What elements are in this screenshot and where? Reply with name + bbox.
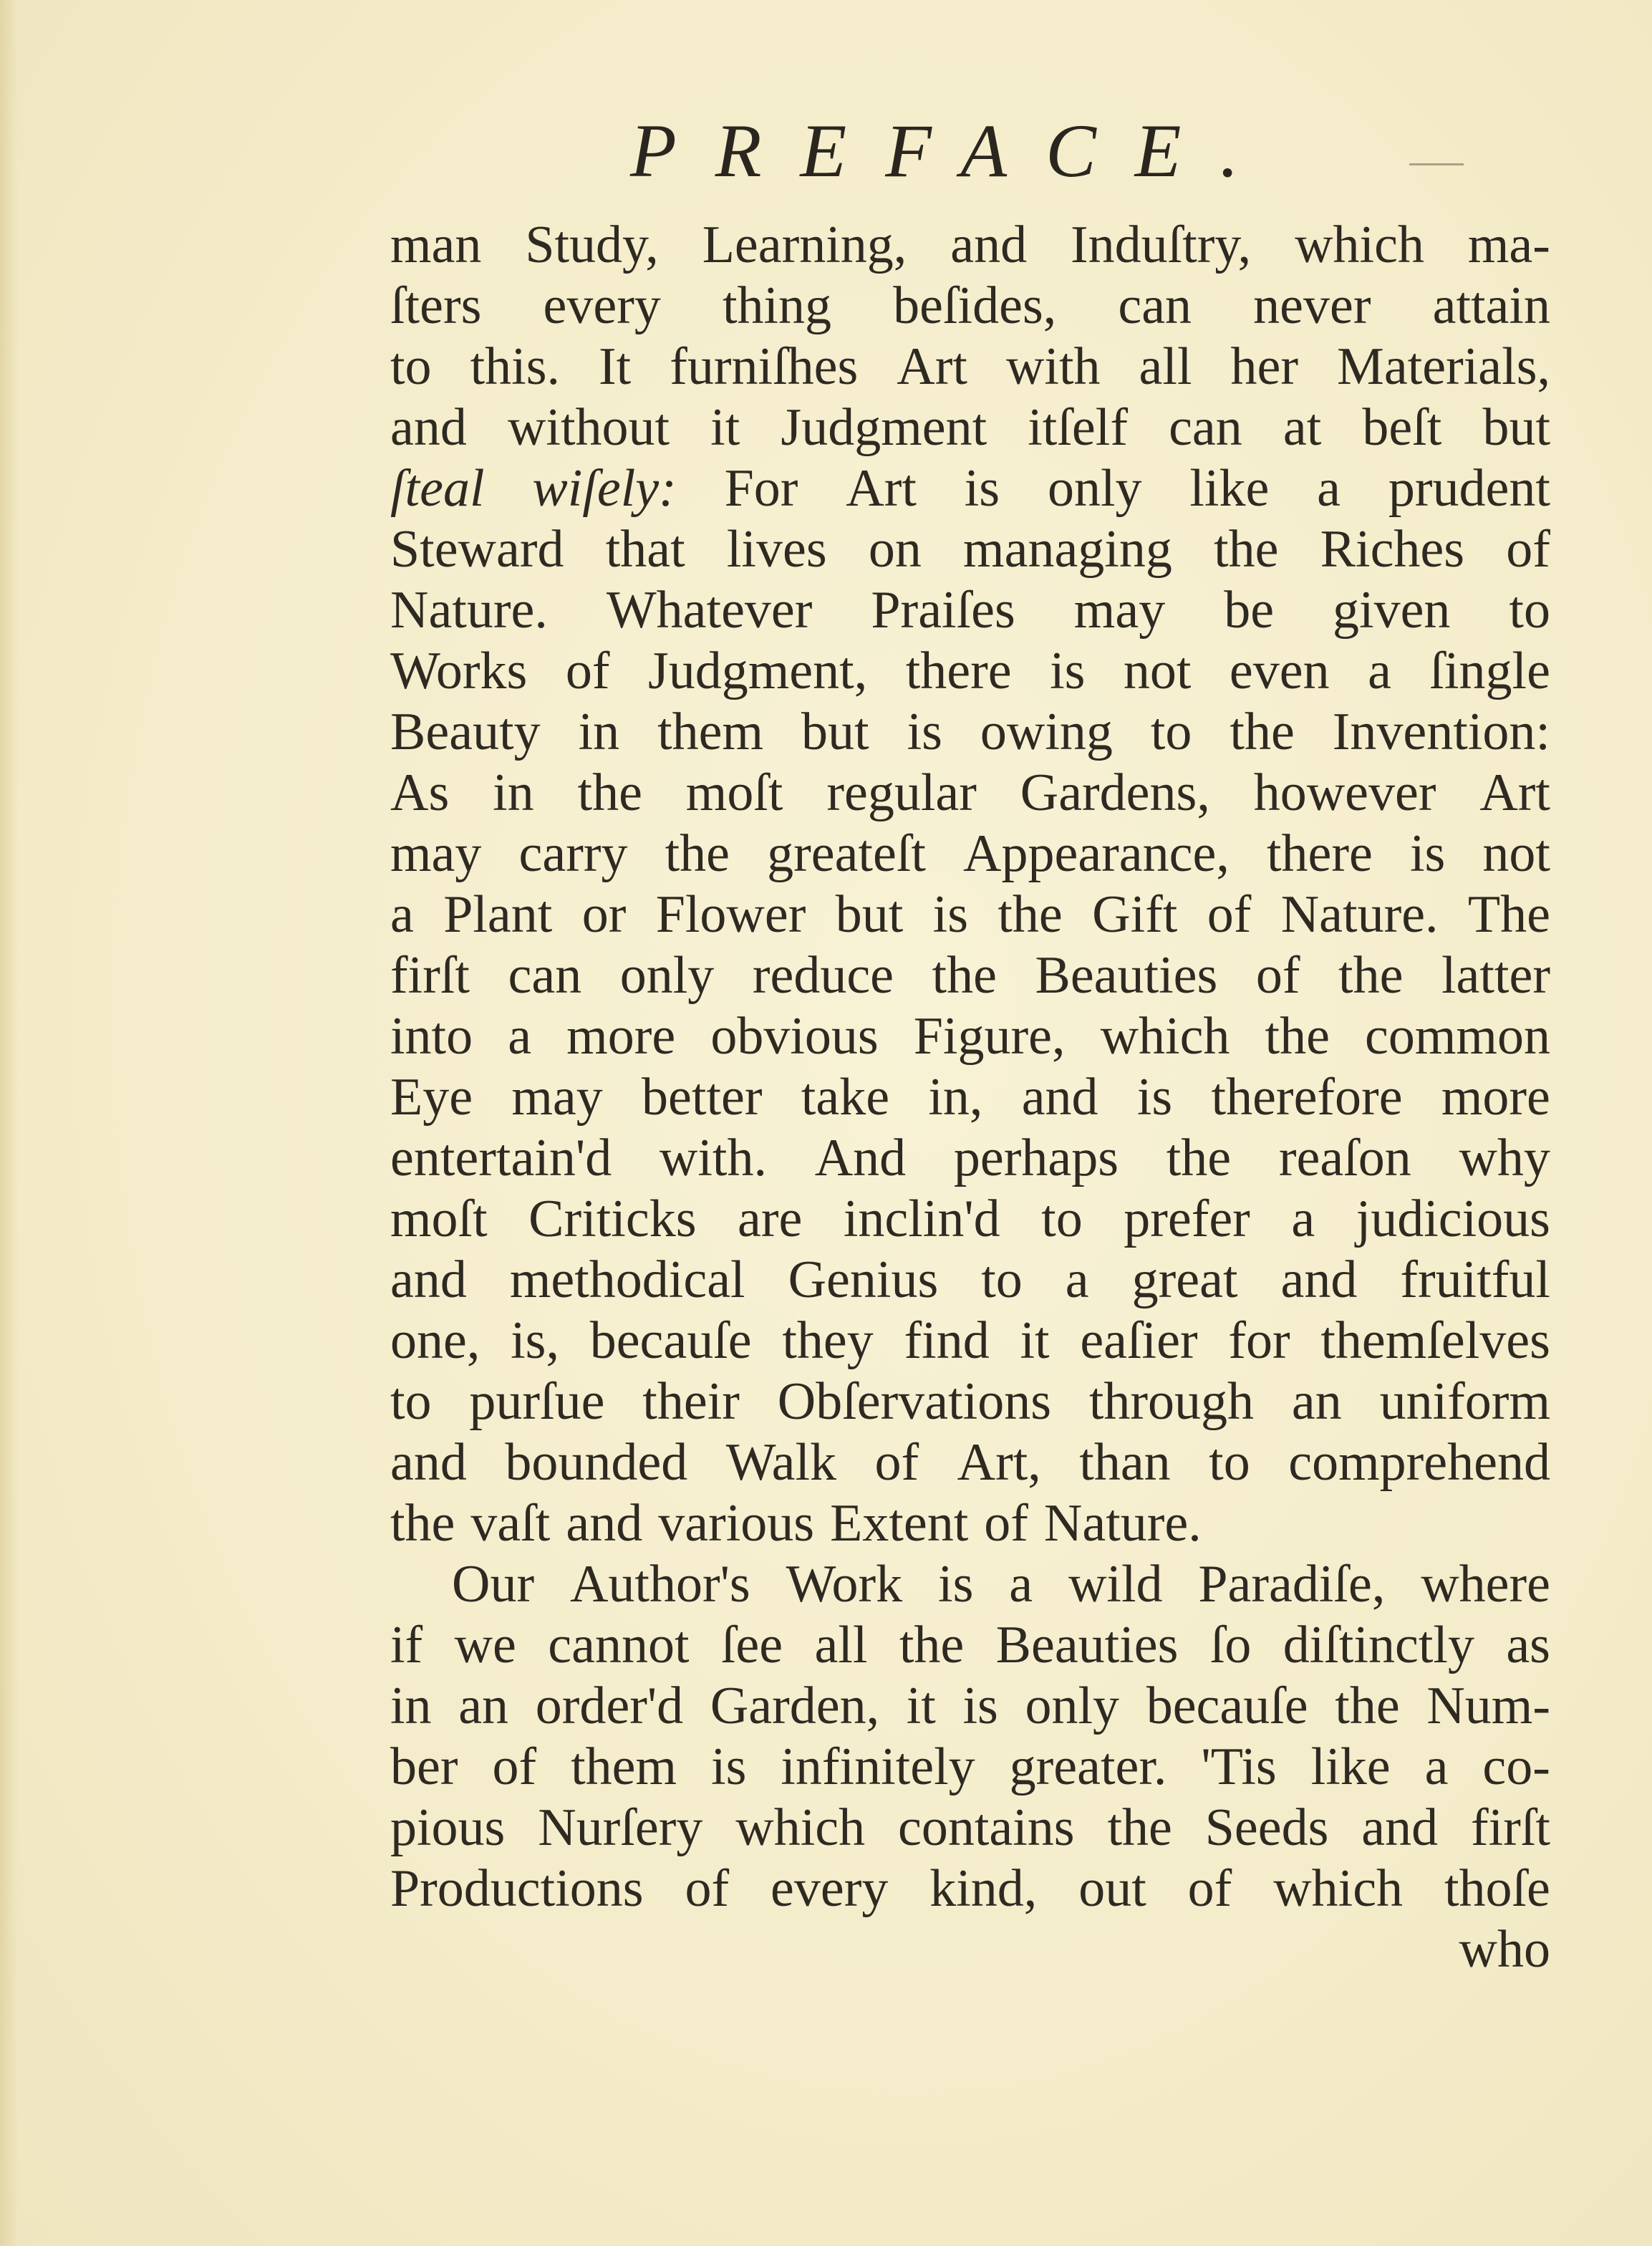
word: Nature. bbox=[1043, 1494, 1202, 1553]
word: a bbox=[1424, 1737, 1449, 1796]
word: Beauty bbox=[390, 703, 541, 761]
word: there bbox=[1266, 824, 1373, 883]
word: And bbox=[814, 1129, 907, 1187]
word: is bbox=[962, 1677, 998, 1735]
word: may bbox=[390, 824, 482, 883]
word: Appearance, bbox=[963, 824, 1230, 883]
word: Steward bbox=[390, 520, 564, 579]
word: given bbox=[1333, 581, 1451, 640]
word: diſtinctly bbox=[1283, 1616, 1474, 1674]
word: and bbox=[1280, 1250, 1358, 1309]
word: comprehend bbox=[1288, 1433, 1550, 1492]
word: Gift bbox=[1092, 885, 1178, 944]
paragraph-1 bbox=[390, 215, 1550, 1554]
word: purſue bbox=[469, 1372, 605, 1431]
word: a bbox=[1009, 1555, 1033, 1614]
word: Invention: bbox=[1332, 703, 1550, 761]
text-line bbox=[390, 1615, 1550, 1676]
text-line bbox=[390, 824, 1550, 885]
word: them bbox=[657, 703, 764, 761]
word: The bbox=[1467, 885, 1550, 944]
word: and bbox=[950, 216, 1028, 274]
word: of bbox=[874, 1433, 919, 1492]
word: various bbox=[658, 1494, 815, 1553]
text-line bbox=[390, 1250, 1550, 1311]
word: Work bbox=[786, 1555, 903, 1614]
word: pious bbox=[390, 1798, 506, 1857]
word: all bbox=[814, 1616, 868, 1674]
word: of bbox=[492, 1737, 537, 1796]
word: Extent bbox=[830, 1494, 969, 1553]
word: beſt bbox=[1362, 398, 1442, 457]
word: Figure, bbox=[913, 1007, 1066, 1066]
word: lives bbox=[726, 520, 827, 579]
word: are bbox=[737, 1190, 803, 1248]
word: it bbox=[710, 398, 740, 457]
text-line bbox=[390, 1493, 1550, 1554]
text-line bbox=[390, 1128, 1550, 1189]
word: the bbox=[1166, 1129, 1232, 1187]
word: her bbox=[1230, 337, 1299, 396]
word: moſt bbox=[685, 763, 783, 822]
word: to bbox=[1041, 1190, 1083, 1248]
word: more bbox=[1441, 1068, 1550, 1127]
word: Art, bbox=[957, 1433, 1041, 1492]
word: however bbox=[1253, 763, 1436, 822]
word: ber bbox=[390, 1737, 458, 1796]
word: ma- bbox=[1467, 216, 1550, 274]
word: it bbox=[1020, 1311, 1050, 1370]
word: Whatever bbox=[606, 581, 813, 640]
word: to bbox=[981, 1250, 1023, 1309]
text-line bbox=[390, 397, 1550, 458]
word: Nurſery bbox=[538, 1798, 703, 1857]
word: only bbox=[619, 946, 715, 1005]
word: As bbox=[390, 763, 450, 822]
word: methodical bbox=[509, 1250, 745, 1309]
text-line bbox=[390, 1311, 1550, 1372]
text-line bbox=[390, 1859, 1550, 1919]
word: greateſt bbox=[767, 824, 926, 883]
word: to bbox=[390, 1372, 432, 1431]
word: even bbox=[1229, 642, 1330, 700]
text-line bbox=[390, 945, 1550, 1006]
word: is bbox=[711, 1737, 747, 1796]
word: there bbox=[905, 642, 1012, 700]
word: the bbox=[932, 946, 997, 1005]
word: Garden, bbox=[710, 1677, 880, 1735]
word: is bbox=[1136, 1068, 1173, 1127]
word: of bbox=[1207, 885, 1252, 944]
word: Obſervations bbox=[777, 1372, 1051, 1431]
word: a bbox=[508, 1007, 532, 1066]
word: to bbox=[1150, 703, 1192, 761]
word: like bbox=[1189, 459, 1270, 518]
word: Learning, bbox=[702, 216, 907, 274]
word: or bbox=[581, 885, 627, 944]
word: becauſe bbox=[589, 1311, 752, 1370]
word: take bbox=[801, 1068, 890, 1127]
word: infinitely bbox=[781, 1737, 975, 1796]
word: Paradiſe, bbox=[1198, 1555, 1386, 1614]
text-line bbox=[390, 1067, 1550, 1128]
word: ſo bbox=[1209, 1616, 1252, 1674]
word: the bbox=[1265, 1007, 1330, 1066]
word: attain bbox=[1432, 276, 1550, 335]
word: never bbox=[1253, 276, 1371, 335]
word: the bbox=[1230, 703, 1295, 761]
word: ſee bbox=[720, 1616, 783, 1674]
word: firſt bbox=[1471, 1798, 1550, 1857]
word: which bbox=[1273, 1859, 1404, 1918]
text-line bbox=[390, 641, 1550, 702]
header-ornament-rule bbox=[1409, 163, 1464, 165]
word: Art bbox=[1479, 763, 1550, 822]
word: to bbox=[390, 337, 432, 396]
word: only bbox=[1047, 459, 1142, 518]
word: Art bbox=[846, 459, 917, 518]
word: vaſt bbox=[470, 1494, 551, 1553]
text-line bbox=[390, 1554, 1550, 1615]
word: like bbox=[1310, 1737, 1391, 1796]
body-text bbox=[390, 215, 1550, 1980]
word: kind, bbox=[929, 1859, 1038, 1918]
word: order'd bbox=[535, 1677, 684, 1735]
word: cannot bbox=[548, 1616, 690, 1674]
word: to bbox=[1509, 581, 1550, 640]
word: may bbox=[511, 1068, 603, 1127]
word: a bbox=[1317, 459, 1341, 518]
word: reaſon bbox=[1278, 1129, 1411, 1187]
word: Praiſes bbox=[871, 581, 1015, 640]
word: and bbox=[390, 1250, 467, 1309]
text-line bbox=[390, 1676, 1550, 1737]
word: wiſely: bbox=[532, 459, 677, 518]
word: owing bbox=[980, 703, 1113, 761]
word: Num- bbox=[1426, 1677, 1550, 1735]
word: Flower bbox=[655, 885, 806, 944]
word: in bbox=[390, 1677, 432, 1735]
word: Our bbox=[452, 1555, 535, 1614]
word: inclin'd bbox=[843, 1190, 1000, 1248]
word: furniſhes bbox=[670, 337, 859, 396]
word: For bbox=[724, 459, 798, 518]
word: may bbox=[1073, 581, 1166, 640]
text-line bbox=[390, 458, 1550, 519]
paragraph-2 bbox=[390, 1554, 1550, 1919]
text-line bbox=[390, 885, 1550, 945]
word: greater. bbox=[1009, 1737, 1167, 1796]
word: wild bbox=[1068, 1555, 1163, 1614]
word: uniform bbox=[1379, 1372, 1550, 1431]
word: the bbox=[1335, 1677, 1400, 1735]
catchword: who bbox=[1459, 1920, 1550, 1979]
word: it bbox=[906, 1677, 936, 1735]
word: only bbox=[1025, 1677, 1120, 1735]
word: of bbox=[1506, 520, 1550, 579]
word: It bbox=[599, 337, 632, 396]
word: of bbox=[1187, 1859, 1232, 1918]
word: at bbox=[1283, 398, 1322, 457]
word: thoſe bbox=[1444, 1859, 1550, 1918]
word: Beauties bbox=[995, 1616, 1179, 1674]
word: the bbox=[998, 885, 1063, 944]
word: the bbox=[899, 1616, 965, 1674]
word: themſelves bbox=[1320, 1311, 1550, 1370]
word: is bbox=[932, 885, 969, 944]
word: great bbox=[1131, 1250, 1238, 1309]
word: ſteal bbox=[390, 459, 485, 518]
word: to bbox=[1209, 1433, 1250, 1492]
text-line bbox=[390, 1372, 1550, 1432]
word: Seeds bbox=[1204, 1798, 1329, 1857]
word: they bbox=[782, 1311, 874, 1370]
word: itſelf bbox=[1028, 398, 1128, 457]
word: reduce bbox=[752, 946, 894, 1005]
word: all bbox=[1139, 337, 1192, 396]
word: than bbox=[1079, 1433, 1171, 1492]
text-line bbox=[390, 337, 1550, 397]
word: is bbox=[1050, 642, 1086, 700]
word: not bbox=[1482, 824, 1550, 883]
word: Gardens, bbox=[1020, 763, 1210, 822]
word: the bbox=[1214, 520, 1279, 579]
word: a bbox=[1291, 1190, 1315, 1248]
word: their bbox=[642, 1372, 740, 1431]
word: not bbox=[1123, 642, 1192, 700]
catchword-line bbox=[390, 1919, 1550, 1980]
word: ſingle bbox=[1429, 642, 1550, 700]
text-line bbox=[390, 702, 1550, 763]
word: and bbox=[1361, 1798, 1439, 1857]
word: and bbox=[390, 398, 467, 457]
text-line bbox=[390, 763, 1550, 824]
word: the bbox=[1338, 946, 1404, 1005]
word: find bbox=[904, 1311, 990, 1370]
word: Materials, bbox=[1337, 337, 1550, 396]
text-line bbox=[390, 1189, 1550, 1250]
word: on bbox=[868, 520, 922, 579]
word: latter bbox=[1441, 946, 1550, 1005]
word: and bbox=[566, 1494, 643, 1553]
word: managing bbox=[963, 520, 1172, 579]
word: them bbox=[571, 1737, 677, 1796]
word: that bbox=[605, 520, 685, 579]
word: therefore bbox=[1211, 1068, 1403, 1127]
text-line bbox=[390, 580, 1550, 641]
word: Author's bbox=[569, 1555, 750, 1614]
word: where bbox=[1421, 1555, 1550, 1614]
word: in bbox=[493, 763, 534, 822]
word: common bbox=[1365, 1007, 1550, 1066]
word: Plant bbox=[443, 885, 553, 944]
word: through bbox=[1088, 1372, 1255, 1431]
word: bounded bbox=[505, 1433, 688, 1492]
word: judicious bbox=[1356, 1190, 1550, 1248]
word: is bbox=[907, 703, 942, 761]
word: prudent bbox=[1388, 459, 1550, 518]
word: is bbox=[964, 459, 1000, 518]
word: firſt bbox=[390, 946, 470, 1005]
word: the bbox=[577, 763, 642, 822]
text-line bbox=[390, 1798, 1550, 1859]
text-line bbox=[390, 519, 1550, 580]
word: of bbox=[565, 642, 610, 700]
word: man bbox=[390, 216, 482, 274]
word: if bbox=[390, 1616, 423, 1674]
text-line bbox=[390, 215, 1550, 276]
word: of bbox=[685, 1859, 730, 1918]
word: Works bbox=[390, 642, 528, 700]
word: why bbox=[1459, 1129, 1550, 1187]
word: the bbox=[390, 1494, 455, 1553]
word: can bbox=[508, 946, 582, 1005]
word: the bbox=[1107, 1798, 1172, 1857]
word: prefer bbox=[1124, 1190, 1250, 1248]
word: but bbox=[801, 703, 869, 761]
word: Study, bbox=[525, 216, 659, 274]
word: be bbox=[1224, 581, 1275, 640]
text-line bbox=[390, 1432, 1550, 1493]
word: and bbox=[390, 1433, 467, 1492]
text-line bbox=[390, 1737, 1550, 1798]
word: beſides, bbox=[893, 276, 1057, 335]
word: better bbox=[642, 1068, 763, 1127]
word: every bbox=[543, 276, 661, 335]
word: Induſtry, bbox=[1071, 216, 1252, 274]
word: Walk bbox=[725, 1433, 837, 1492]
word: co- bbox=[1482, 1737, 1550, 1796]
word: obvious bbox=[710, 1007, 879, 1066]
word: eaſier bbox=[1080, 1311, 1198, 1370]
word: Judgment, bbox=[647, 642, 868, 700]
word: a bbox=[1065, 1250, 1089, 1309]
word: Riches bbox=[1320, 520, 1465, 579]
word: which bbox=[1295, 216, 1424, 274]
word: Productions bbox=[390, 1859, 644, 1918]
word: Criticks bbox=[528, 1190, 697, 1248]
word: the bbox=[665, 824, 730, 883]
word: becauſe bbox=[1146, 1677, 1308, 1735]
word: a bbox=[390, 885, 414, 944]
word: carry bbox=[518, 824, 628, 883]
word: one, bbox=[390, 1311, 480, 1370]
word: this. bbox=[470, 337, 560, 396]
word: as bbox=[1506, 1616, 1550, 1674]
word: an bbox=[1291, 1372, 1342, 1431]
word: is bbox=[1409, 824, 1446, 883]
word: Genius bbox=[788, 1250, 939, 1309]
word: perhaps bbox=[953, 1129, 1119, 1187]
word: without bbox=[507, 398, 670, 457]
word: thing bbox=[722, 276, 832, 335]
word: regular bbox=[826, 763, 977, 822]
word: more bbox=[566, 1007, 676, 1066]
word: is, bbox=[511, 1311, 559, 1370]
word: ſters bbox=[390, 276, 482, 335]
word: 'Tis bbox=[1201, 1737, 1277, 1796]
word: with. bbox=[659, 1129, 767, 1187]
word: with bbox=[1005, 337, 1101, 396]
word: can bbox=[1118, 276, 1192, 335]
word: and bbox=[1021, 1068, 1098, 1127]
word: fruitful bbox=[1400, 1250, 1550, 1309]
word: Nature. bbox=[390, 581, 548, 640]
word: but bbox=[1482, 398, 1550, 457]
word: out bbox=[1078, 1859, 1146, 1918]
word: Nature. bbox=[1280, 885, 1439, 944]
word: which bbox=[1100, 1007, 1230, 1066]
word: in bbox=[578, 703, 620, 761]
word: Beauties bbox=[1035, 946, 1218, 1005]
word: which bbox=[735, 1798, 866, 1857]
word: Judgment bbox=[781, 398, 987, 457]
word: into bbox=[390, 1007, 473, 1066]
page-gutter-edge bbox=[0, 0, 19, 2246]
word: we bbox=[454, 1616, 516, 1674]
word: is bbox=[938, 1555, 974, 1614]
word: of bbox=[1255, 946, 1300, 1005]
running-header: PREFACE. bbox=[630, 109, 1278, 193]
word: an bbox=[458, 1677, 509, 1735]
word: in, bbox=[928, 1068, 983, 1127]
word: every bbox=[771, 1859, 889, 1918]
word: Eye bbox=[390, 1068, 473, 1127]
word: Art bbox=[897, 337, 967, 396]
word: for bbox=[1228, 1311, 1290, 1370]
word: entertain'd bbox=[390, 1129, 612, 1187]
word: moſt bbox=[390, 1190, 488, 1248]
word: a bbox=[1368, 642, 1391, 700]
text-line bbox=[390, 276, 1550, 337]
word: of bbox=[984, 1494, 1028, 1553]
text-line bbox=[390, 1006, 1550, 1067]
word: can bbox=[1169, 398, 1242, 457]
word: contains bbox=[897, 1798, 1075, 1857]
word: but bbox=[835, 885, 904, 944]
